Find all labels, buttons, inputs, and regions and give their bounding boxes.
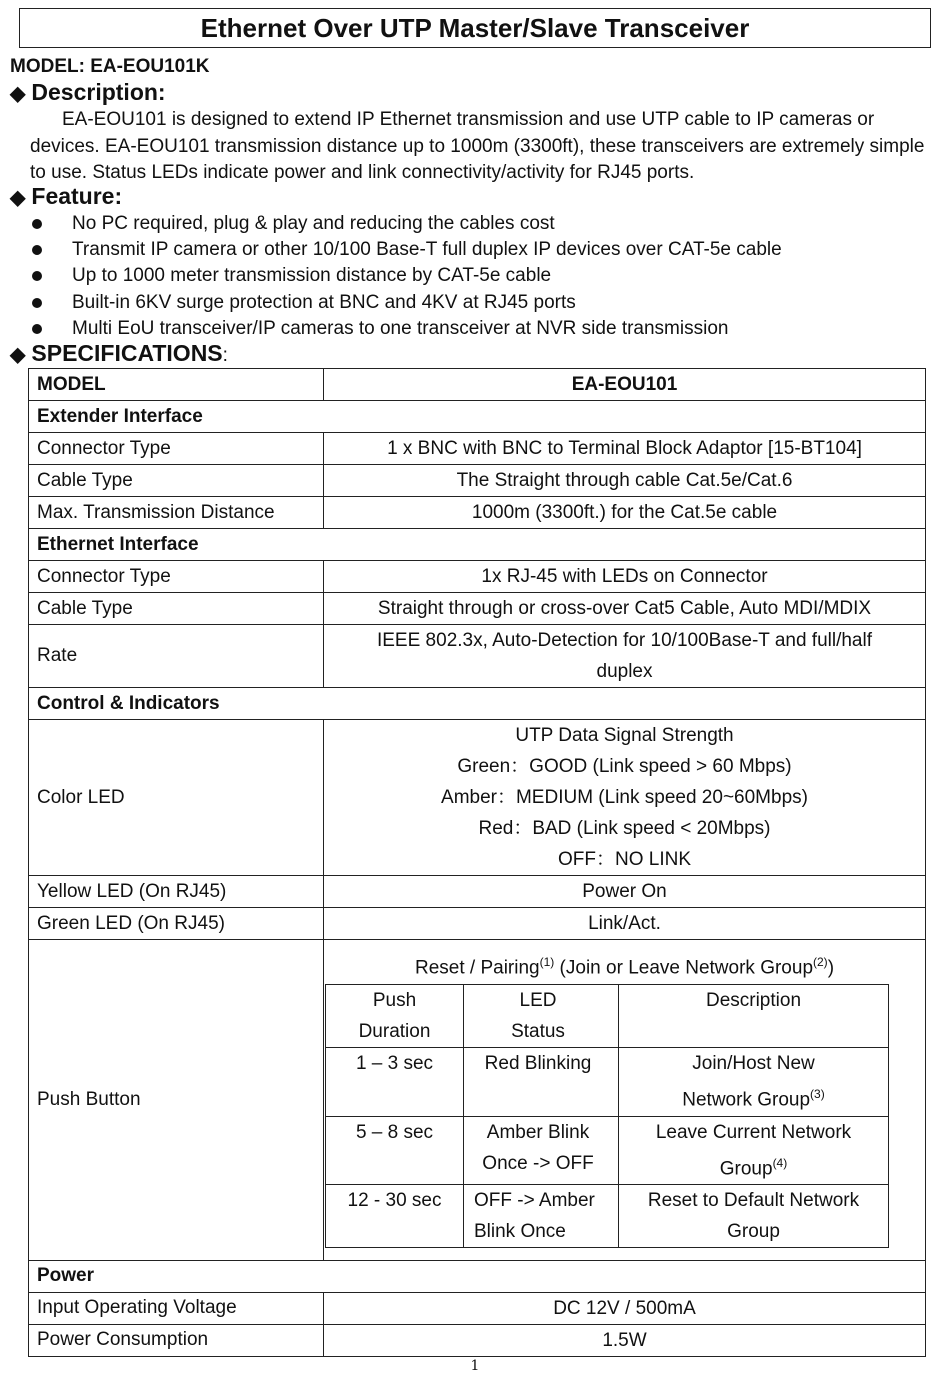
color-led-line: UTP Data Signal Strength: [515, 725, 734, 746]
table-section-row: [29, 1260, 926, 1292]
row-label: Rate: [29, 625, 324, 688]
bullet-icon: [32, 324, 42, 334]
table-row: [29, 497, 926, 529]
desc-line: Reset to Default Network: [647, 1189, 860, 1211]
desc-line: Join/Host New: [692, 1053, 815, 1075]
push-button-title: [324, 946, 925, 984]
row-label: Cable Type: [29, 593, 324, 625]
table-row: [326, 1048, 889, 1116]
desc-cell: [619, 1048, 889, 1116]
led-line: Once -> OFF: [482, 1152, 594, 1174]
pb-title-part: (Join or Leave Network Group: [554, 957, 814, 979]
desc-cell: [619, 1184, 889, 1247]
specifications-heading-text: SPECIFICATIONS: [31, 340, 223, 366]
push-button-table: [325, 984, 889, 1248]
header-line: Duration: [358, 1021, 431, 1043]
row-value: Link/Act.: [324, 908, 926, 940]
header-cell: [326, 985, 464, 1048]
row-value: 1 x BNC with BNC to Terminal Block Adaptor [15-BT104]: [324, 433, 926, 465]
bullet-icon: [32, 271, 42, 281]
row-label: Input Operating Voltage: [29, 1292, 324, 1324]
specifications-heading-colon: :: [222, 345, 228, 366]
table-row: [326, 1116, 889, 1184]
pb-title-part: ): [827, 957, 835, 979]
diamond-bullet-icon: ◆: [10, 83, 26, 105]
specifications-table: [28, 368, 926, 1357]
table-row: [29, 561, 926, 593]
table-row: [326, 985, 889, 1048]
table-row: [29, 876, 926, 908]
duration-cell: 1 – 3 sec: [326, 1048, 464, 1116]
row-label: Max. Transmission Distance: [29, 497, 324, 529]
row-value: 1.5W: [324, 1324, 926, 1356]
row-label: Power Consumption: [29, 1324, 324, 1356]
desc-text: Network Group: [682, 1089, 811, 1111]
desc-text: Group: [719, 1157, 773, 1179]
duration-cell: 5 – 8 sec: [326, 1116, 464, 1184]
desc-line: Group: [727, 1220, 780, 1242]
color-led-line: OFF：NO LINK: [557, 849, 691, 870]
specifications-heading: [10, 340, 228, 367]
feature-heading-text: Feature:: [31, 183, 123, 209]
row-label: Yellow LED (On RJ45): [29, 876, 324, 908]
header-line: LED: [519, 990, 557, 1012]
list-item: [30, 263, 782, 289]
row-label: Color LED: [29, 720, 324, 876]
footnote-ref: (4): [772, 1155, 788, 1170]
table-row: [29, 940, 926, 1261]
model-value: EA-EOU101: [324, 369, 926, 401]
led-line: OFF -> Amber: [474, 1189, 595, 1211]
row-value: 1x RJ-45 with LEDs on Connector: [324, 561, 926, 593]
page-title: Ethernet Over UTP Master/Slave Transceiver: [19, 8, 931, 48]
desc-line: [625, 1148, 882, 1184]
header-line: Status: [511, 1021, 565, 1043]
rate-line: duplex: [596, 661, 653, 682]
feature-text: Built-in 6KV surge protection at BNC and 4KV at RJ45 ports: [72, 291, 576, 313]
footnote-ref: (1): [539, 955, 555, 969]
model-line: MODEL: EA-EOU101K: [10, 56, 210, 77]
ethernet-section-label: Ethernet Interface: [29, 529, 926, 561]
table-row: [326, 1184, 889, 1247]
feature-text: No PC required, plug & play and reducing the cables cost: [72, 213, 555, 234]
footnote-ref: (2): [813, 955, 828, 969]
led-cell: [464, 1116, 619, 1184]
row-value: DC 12V / 500mA: [324, 1292, 926, 1324]
table-row: [29, 433, 926, 465]
feature-text: Transmit IP camera or other 10/100 Base-T full duplex IP devices over CAT-5e cable: [72, 239, 782, 261]
color-led-line: Amber：MEDIUM (Link speed 20~60Mbps): [441, 787, 808, 808]
feature-heading: [10, 183, 122, 210]
table-row: [29, 908, 926, 940]
list-item: [30, 316, 782, 342]
duration-cell: 12 - 30 sec: [326, 1184, 464, 1247]
list-item: [30, 290, 782, 316]
led-line: Red Blinking: [484, 1053, 592, 1075]
table-row: [29, 465, 926, 497]
row-value: Straight through or cross-over Cat5 Cable, Auto MDI/MDIX: [324, 593, 926, 625]
table-row: [29, 625, 926, 688]
rate-line: IEEE 802.3x, Auto-Detection for 10/100Base-T and full/half: [376, 630, 872, 651]
row-label: Connector Type: [29, 433, 324, 465]
row-label: Push Button: [29, 940, 324, 1261]
feature-text: Multi EoU transceiver/IP cameras to one transceiver at NVR side transmission: [72, 317, 729, 339]
color-led-value: [324, 720, 926, 876]
table-row: [29, 593, 926, 625]
rate-value: [324, 625, 926, 688]
table-section-row: [29, 688, 926, 720]
bullet-icon: [32, 298, 42, 308]
header-cell: Description: [619, 985, 889, 1048]
color-led-line: Green：GOOD (Link speed > 60 Mbps): [457, 756, 792, 777]
page-number: 1: [470, 1358, 480, 1374]
table-section-row: [29, 401, 926, 433]
table-row: [29, 1324, 926, 1356]
control-section-label: Control & Indicators: [29, 688, 926, 720]
row-label: Green LED (On RJ45): [29, 908, 324, 940]
row-value: The Straight through cable Cat.5e/Cat.6: [324, 465, 926, 497]
description-heading-text: Description:: [31, 79, 166, 105]
header-cell: [464, 985, 619, 1048]
diamond-bullet-icon: ◆: [10, 187, 26, 209]
color-led-line: Red：BAD (Link speed < 20Mbps): [478, 818, 771, 839]
model-label: MODEL: [29, 369, 324, 401]
pb-title-part: Reset / Pairing: [414, 957, 540, 979]
led-line: Amber Blink: [486, 1121, 590, 1143]
table-row: [29, 1292, 926, 1324]
extender-section-label: Extender Interface: [29, 401, 926, 433]
led-cell: [464, 1048, 619, 1116]
desc-line: [625, 1079, 882, 1115]
led-line: Blink Once: [474, 1220, 566, 1242]
power-section-label: Power: [29, 1260, 926, 1292]
led-cell: [464, 1184, 619, 1247]
table-section-row: [29, 529, 926, 561]
feature-list: [30, 211, 782, 342]
table-row: [29, 720, 926, 876]
push-button-value: [324, 940, 926, 1261]
footnote-ref: (3): [810, 1087, 825, 1102]
row-label: Cable Type: [29, 465, 324, 497]
bullet-icon: [32, 245, 42, 255]
feature-text: Up to 1000 meter transmission distance by CAT-5e cable: [72, 265, 552, 287]
diamond-bullet-icon: ◆: [10, 344, 26, 366]
desc-line: Leave Current Network: [655, 1121, 852, 1143]
row-value: Power On: [324, 876, 926, 908]
description-heading: [10, 79, 166, 106]
row-label: Connector Type: [29, 561, 324, 593]
desc-cell: [619, 1116, 889, 1184]
bullet-icon: [32, 219, 42, 229]
description-text: [30, 107, 935, 187]
list-item: [30, 211, 782, 237]
table-row: [29, 369, 926, 401]
header-line: Push: [372, 990, 417, 1012]
list-item: [30, 237, 782, 263]
row-value: 1000m (3300ft.) for the Cat.5e cable: [324, 497, 926, 529]
description-paragraph: EA-EOU101 is designed to extend IP Ethernet transmission and use UTP cable to IP cameras or devices. EA-EOU101 transmission distance up to 1000m (3300ft), these transceivers are extremely simple to use. Status LEDs indicate power and link connectivity/activity for RJ45 ports.: [30, 109, 925, 183]
led-line: [464, 1079, 612, 1110]
